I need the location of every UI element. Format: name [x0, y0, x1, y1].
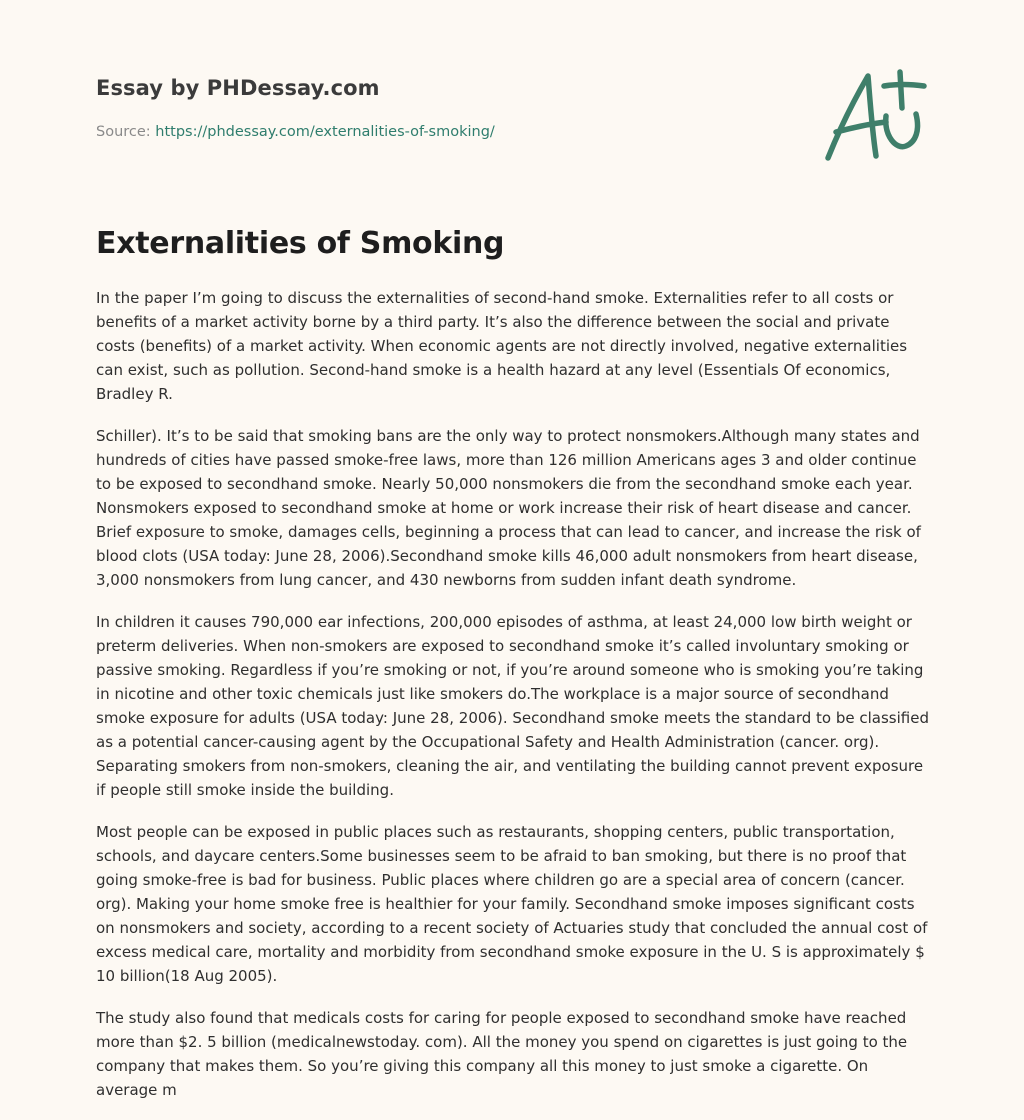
essay-title: Externalities of Smoking — [96, 226, 505, 261]
essay-paragraph: In the paper I’m going to discuss the externalities of second-hand smoke. Externalities refer to all costs or benefits of a market activity borne by a third party. It’s also the difference between the social and private costs (benefits) of a market activity. When economic agents are not directly involved, negative externalities can exist, such as pollution. Second-hand smoke is a health hazard at any level (Essentials Of economics, Bradley R. — [96, 289, 908, 403]
source-label: Source: — [96, 124, 151, 140]
essay-paragraph: In children it causes 790,000 ear infections, 200,000 episodes of asthma, at least 24,000 low birth weight or preterm deliveries. When non-smokers are exposed to secondhand smoke it’s called involuntary smoking or passive smoking. Regardless if you’re smoking or not, if you’re around someone who is smoking you’re taking in nicotine and other toxic chemicals just like smokers do.The workplace is a major source of secondhand smoke exposure for adults (USA today: June 28, 2006). Secondhand smoke meets the standard to be classified as a potential cancer-causing agent by the Occupational Safety and Health Administration (cancer. org). Separating smokers from non-smokers, cleaning the air, and ventilating the building cannot prevent exposure if people still smoke inside the building. — [96, 613, 929, 799]
a-plus-grade-svg — [814, 66, 932, 166]
source-line — [96, 124, 495, 140]
essay-paragraph: Most people can be exposed in public places such as restaurants, shopping centers, public transportation, schools, and daycare centers.Some businesses seem to be afraid to ban smoking, but there is no proof that going smoke-free is bad for business. Public places where children go are a special area of concern (cancer. org). Making your home smoke free is healthier for your family. Secondhand smoke imposes significant costs on nonsmokers and society, according to a recent society of Actuaries study that concluded the annual cost of excess medical care, mortality and morbidity from secondhand smoke exposure in the U. S is approximately $ 10 billion(18 Aug 2005). — [96, 823, 928, 985]
site-title: Essay by PHDessay.com — [96, 76, 380, 100]
essay-paragraph: Schiller). It’s to be said that smoking bans are the only way to protect nonsmokers.Although many states and hundreds of cities have passed smoke-free laws, more than 126 million Americans ages 3 and older continue to be exposed to secondhand smoke. Nearly 50,000 nonsmokers die from the secondhand smoke each year. Nonsmokers exposed to secondhand smoke at home or work increase their risk of heart disease and cancer. Brief exposure to smoke, damages cells, beginning a process that can lead to cancer, and increase the risk of blood clots (USA today: June 28, 2006).Secondhand smoke kills 46,000 adult nonsmokers from heart disease, 3,000 nonsmokers from lung cancer, and 430 newborns from sudden infant death syndrome. — [96, 427, 921, 589]
a-plus-grade-icon — [814, 66, 932, 166]
essay-body — [96, 286, 932, 1120]
essay-paragraph: The study also found that medicals costs for caring for people exposed to secondhand smoke have reached more than $2. 5 billion (medicalnewstoday. com). All the money you spend on cigarettes is just going to the company that makes them. So you’re giving this company all this money to just smoke a cigarette. On average m — [96, 1009, 908, 1099]
source-link[interactable]: https://phdessay.com/externalities-of-smoking/ — [155, 124, 495, 140]
